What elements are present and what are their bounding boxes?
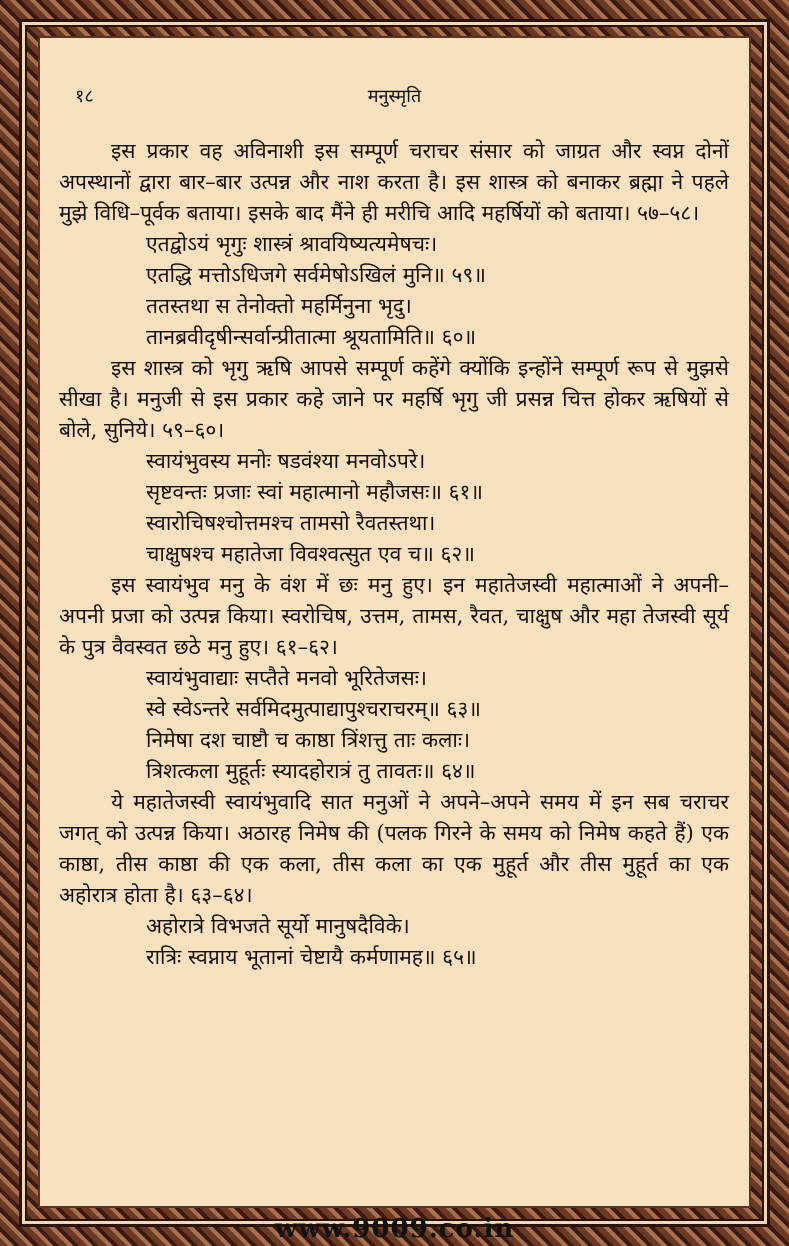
verse-line: त्रिशत्कला मुहूर्तः स्यादहोरात्रं तु तावतः॥ ६४॥	[146, 759, 476, 783]
paragraph: इस प्रकार वह अविनाशी इस सम्पूर्ण चराचर संसार को जाग्रत और स्वप्न दोनों अपस्थानों द्वारा बार–बार उत्पन्न और नाश करता है। इस शास्त्र को बनाकर ब्रह्मा ने पहले मुझे विधि–पूर्वक बताया। इसके बाद मैंने ही मरीचि आदि महर्षियों को बताया। ५७–५८।	[59, 139, 729, 225]
page-number: १८	[75, 86, 94, 107]
website-watermark: www.9009.co.in	[274, 1214, 515, 1244]
verse-line: तानब्रवीदृषीन्सर्वान्प्रीतात्मा श्रूयतामिति॥ ६०॥	[146, 325, 477, 349]
sanskrit-verse	[146, 663, 731, 787]
paragraph: इस शास्त्र को भृगु ऋषि आपसे सम्पूर्ण कहेंगे क्योंकि इन्होंने सम्पूर्ण रूप से मुझसे सीखा है। मनुजी से इस प्रकार कहे जाने पर महर्षि भृगु जी प्रसन्न चित्त होकर ऋषियों से बोले, सुनिये। ५९–६०।	[59, 356, 729, 442]
sanskrit-verse	[146, 229, 731, 353]
verse-line: अहोरात्रे विभजते सूर्यो मानुषदैविके।	[146, 914, 410, 938]
verse-line: ततस्तथा स तेनोक्तो महर्मिनुना भृदु।	[146, 294, 412, 318]
verse-line: स्वे स्वेऽन्तरे सर्वमिदमुत्पाद्यापुश्चराचरम्॥ ६३॥	[146, 697, 481, 721]
verse-line: स्वारोचिषश्चोत्तमश्च तामसो रैवतस्तथा।	[146, 511, 436, 535]
sanskrit-verse	[146, 446, 731, 570]
verse-line: स्वायंभुवाद्याः सप्तैते मनवो भूरितेजसः।	[146, 666, 427, 690]
paragraph: ये महातेजस्वी स्वायंभुवादि सात मनुओं ने अपने–अपने समय में इन सब चराचर जगत् को उत्पन्न किया। अठारह निमेष की (पलक गिरने के समय को निमेष कहते हैं) एक काष्ठा, तीस काष्ठा की एक कला, तीस कला का एक मुहूर्त और तीस मुहूर्त का एक अहोरात्र होता है। ६३–६४।	[59, 790, 729, 907]
verse-line: चाक्षुषश्च महातेजा विवश्वत्सुत एव च॥ ६२॥	[146, 542, 475, 566]
page-content	[38, 136, 751, 973]
page-header	[38, 84, 751, 112]
verse-line: स्वायंभुवस्य मनोः षडवंश्या मनवोऽपरे।	[146, 449, 426, 473]
verse-line: रात्रिः स्वप्नाय भूतानां चेष्टायै कर्मणामह॥ ६५॥	[146, 945, 477, 969]
verse-line: सृष्टवन्तः प्रजाः स्वां महात्मानो महौजसः॥ ६१॥	[146, 480, 483, 504]
book-page	[38, 36, 751, 1208]
verse-line: एतद्धि मत्तोऽधिजगे सर्वमेषोऽखिलं मुनि॥ ५९॥	[146, 263, 486, 287]
sanskrit-verse	[146, 911, 731, 973]
verse-line: एतद्वोऽयं भृगुः शास्त्रं श्रावयिष्यत्यमेषचः।	[146, 232, 438, 256]
verse-line: निमेषा दश चाष्टौ च काष्ठा त्रिंशत्तु ताः कलाः।	[146, 728, 471, 752]
paragraph: इस स्वायंभुव मनु के वंश में छः मनु हुए। इन महातेजस्वी महात्माओं ने अपनी–अपनी प्रजा को उत्पन्न किया। स्वरोचिष, उत्तम, तामस, रैवत, चाक्षुष और महा तेजस्वी सूर्य के पुत्र वैवस्वत छठे मनु हुए। ६१–६२।	[59, 573, 729, 659]
running-title: मनुस्मृति	[367, 86, 422, 107]
